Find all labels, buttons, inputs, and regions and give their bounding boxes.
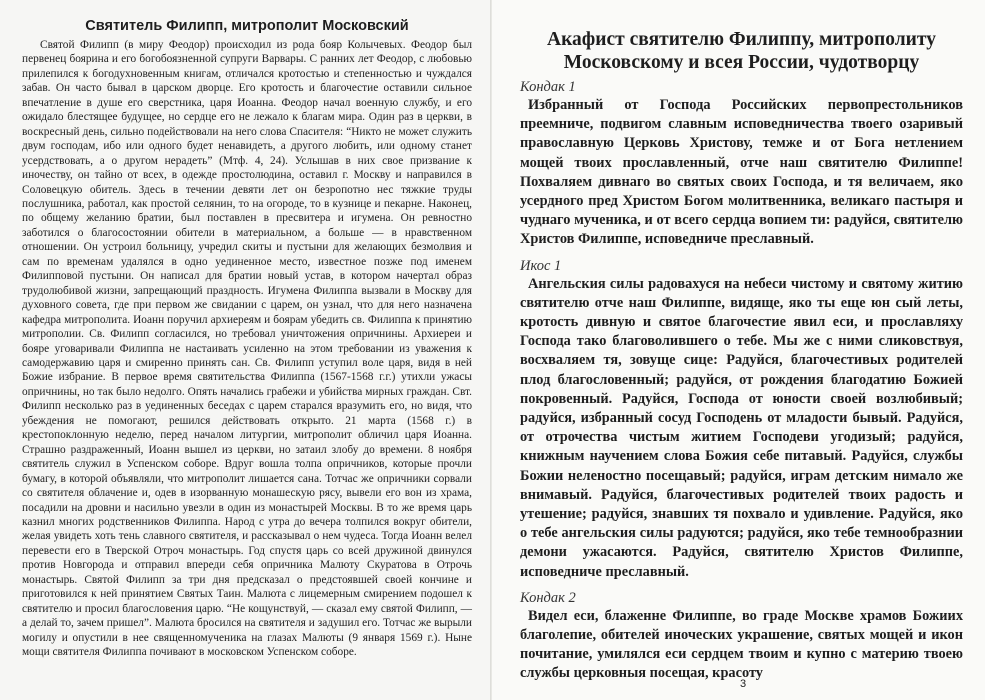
kondak-1-text: Избранный от Господа Российских первопрестольников преемниче, подвигом славным исповедничества твоего озаривый православную Церковь Христову, темже и от Бога нетлением мощей твоих прославленный, отче наш святителю Филиппе! Похваляем дивнаго во святых своих Господа, и тя величаем, яко усердного пред Христом Богом молитвенника, великаго пастыря и чуднаго мученика, и от всего сердца вопием ти: радуйся, святителю Христов Филиппе, исповедниче преславный. [520,97,963,248]
ikos-1-text: Ангельския силы радовахуся на небеси чистому и святому житию святителю отче наш Филиппе, видяще, яко ты еще юн сый леты, кротость дивную и святое благочестие явил еси, и прославляху Господа тако благоволившего о тебе. Мы же с ними сликовствуя, восхваляем тя, зовуще сице: Радуйся, благочестивых родителей плод благословенный; радуйся, от рождения благодатию Божией покровенный. Радуйся, Господа от юности своей возлюбивый; радуйся, избранный сосуд Господень от младости бывый. Радуйся, от отрочества чистым житием Господеви угодизый; радуйся, книжным научением слова Божия себе питавый. Радуйся, службы Божии неленостно посещавый; радуйся, играм детским нимало же внимавый. Радуйся, благочестивых родителей твоих радость и утешение; радуйся, знавших тя похвало и удивление. Радуйся, яко о тебе ангельския силы радуются; радуйся, яко тебе темнообразнии демони ужасаются. Радуйся, святителю Христов Филиппе, исповедниче преславный. [520,275,963,580]
page-number: 3 [740,678,747,690]
right-page [492,0,985,700]
left-page-body: Святой Филипп (в миру Феодор) происходил из рода бояр Колычевых. Феодор был первенец боярина и его богобоязненной супруги Варвары. С ранних лет Феодор, с любовью прилепился к богодухновенным книгам, отличался кротостью и степенностью и чуждался забав. Он часто бывал в царском дворце. Его кротость и благочестие оставили сильное впечатление в душе его сверстника, царя Иоанна. Феодор начал военную службу, и его ожидало блестящее будущее, но сердце его не лежало к благам мира. Один раз в церкви, в воскресный день, сильно подействовали на него слова Спасителя: “Никто не может служить двум господам, ибо или одного будет ненавидеть, а другого любить, или одному станет усердствовать, а о другом нерадеть” (Мтф. 4, 24). Услышав в них свое призвание к иночеству, он тайно от всех, в одежде простолюдина, оставил г. Москву и направился в Соловецкую обитель. Здесь в течении девяти лет он безропотно нес тяжкие труды послушника, работал, как простой селянин, то на огороде, то в кузнице и пекарне. Наконец, по общему желанию братии, был поставлен в пресвитера и игумена. Он ревностно заботился о благосостоянии обители в материальном, а больше — в нравственном отношении. Он устроил больницу, учредил скиты и пустыни для желающих безмолвия и сам по временам удалялся в одно уединенное место, известное позже под именем Филипповой пустыни. Он написал для братии новый устав, в котором начертал образ трудолюбивой жизни, запрещающий праздность. Игумена Филиппа вызвали в Москву для духовного совета, где при первом же свидании с царем, он узнал, что для него назначена кафедра митрополита. Иоанн поручил архиереям и боярам убедить св. Филиппа к принятию митрополии. Св. Филипп согласился, но требовал уничтожения опричнины. Архиереи и бояре уговаривали Филиппа не настаивать усиленно на этом требовании из уважения к самодержавию царя и смиренно принять сан. Св. Филипп уступил воле царя, видя в ней Божие избрание. В первое время святительства Филиппа (1567-1568 г.г.) утихли ужасы опричнины, но так было недолго. Опять начались грабежи и убийства мирных граждан. Свт. Филипп несколько раз в уединенных беседах с царем старался вразумить его, но видя, что убеждения не помогают, решился действовать открыто. 21 марта (1568 г.) в крестопоклонную неделю, перед началом литургии, митрополит обличил царя Иоанна. Страшно раздраженный, Иоанн вышел из церкви, но затаил злобу до времени. 8 ноября святитель служил в Успенском соборе. Вдруг вошла толпа опричников, которые прочли бумагу, в которой объявляли, что митрополит лишается сана. Тотчас же опричники сорвали со святителя облачение и, одев в изорванную монашескую рясу, вывели его вон из храма, посадили на дровни и насильно увезли в один из монастырей Москвы. В то же время царь казнил многих родственников Филиппа. Народ с утра до вечера толпился вокруг обители, желая увидеть хоть тень славного святителя, и рассказывал о нем чудеса. Тогда Иоанн велел перевести его в Тверской Отроч монастырь. Год спустя царь со всей дружиной двинулся против Новгорода и отправил впереди себя опричника Малюту Скуратова в Отрочь монастырь. Святой Филипп за три дня предсказал о предстоявшей своей кончине и приготовился к ней принятием Святых Таин. Малюта с лицемерным смирением подошел к святителю и просил благословения царю. “Не кощунствуй, — сказал ему святой Филипп, — а делай то, зачем пришел”. Малюта бросился на святителя и задушил его. Тотчас же вырыли могилу и опустили в нее священномученика на глазах Малюты (9 января 1569 г.). Ныне мощи святителя Филиппа почивают в московском Успенском соборе. [22,39,472,659]
left-page [0,0,492,700]
kondak-1-label: Кондак 1 [520,79,576,95]
akathist-title: Акафист святителю Филиппу, митрополиту Московскому и всея России, чудотворцу [547,29,936,73]
left-page-title: Святитель Филипп, митрополит Московский [85,18,409,34]
ikos-1-label: Икос 1 [520,257,562,274]
kondak-2-text: Видел еси, блаженне Филиппе, во граде Москве храмов Божиих благолепие, обителей иноческих украшение, святых мощей и икон почитание, умилялся еси сердцем твоим и купно с материю твоею службы церковныя посещая, красоту [520,607,963,682]
kondak-2-label: Кондак 2 [520,589,576,606]
